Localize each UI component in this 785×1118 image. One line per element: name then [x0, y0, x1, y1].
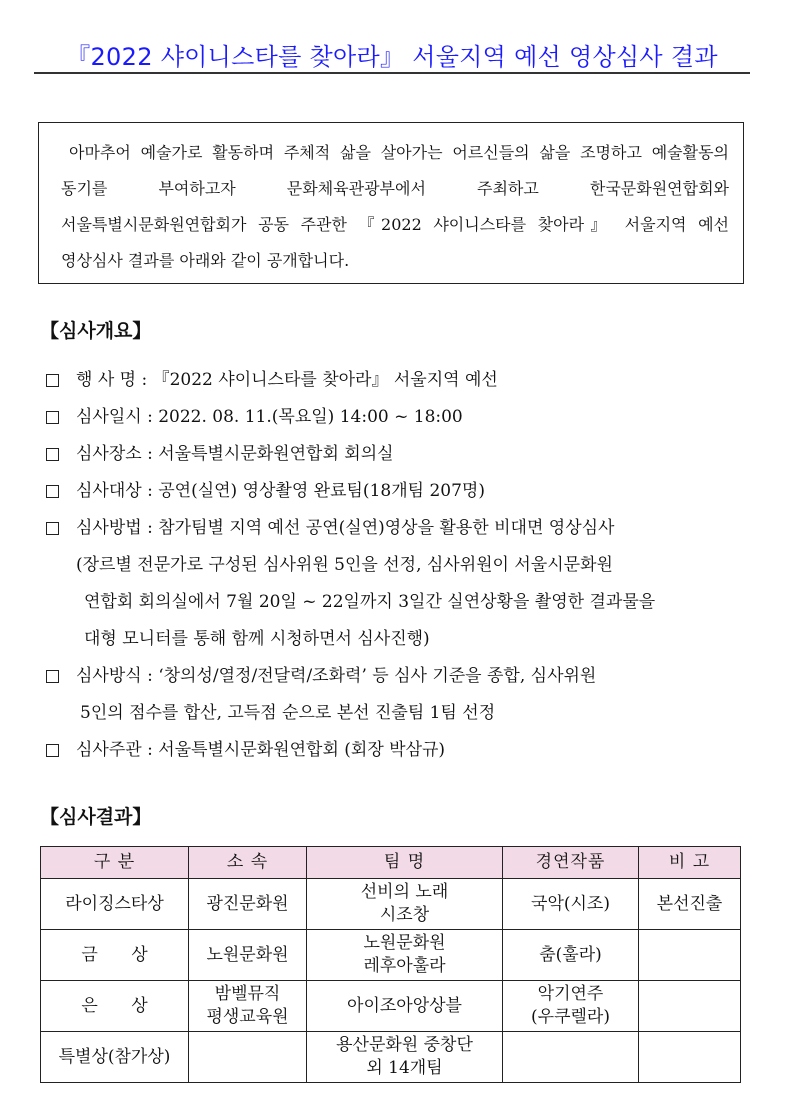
cell-team: 용산문화원 중창단 외 14개팀 — [307, 1032, 503, 1083]
overview-heading: 【심사개요】 — [40, 320, 152, 342]
overview-list — [46, 362, 750, 769]
cell-category: 라이징스타상 — [41, 879, 189, 930]
overview-item-event: 행 사 명 : 『2022 샤이니스타를 찾아라』 서울지역 예선 — [46, 362, 750, 399]
overview-item-place: 심사장소 : 서울특별시문화원연합회 회의실 — [46, 436, 750, 473]
col-header-category: 구 분 — [41, 847, 189, 879]
cell-org: 광진문화원 — [189, 879, 307, 930]
page-title: 『2022 샤이니스타를 찾아라』 서울지역 예선 영상심사 결과 — [66, 43, 718, 71]
overview-item-method: 심사방법 : 참가팀별 지역 예선 공연(실연)영상을 활용한 비대면 영상심사 (장르별 전문가로 구성된 심사위원 5인을 선정, 심사위원이 서울시문화원 연합회 회의실에서 7월 20일 ~ 22일까지 3일간 실연상황을 촬영한 결과물을 대형 모니터를 통해 함께 시청하면서 심사진행) — [46, 510, 750, 658]
cell-work: 춤(훌라) — [503, 930, 639, 981]
checkbox-icon — [46, 448, 59, 461]
checkbox-icon — [46, 485, 59, 498]
intro-text: 아마추어 예술가로 활동하며 주체적 삶을 살아가는 어르신들의 삶을 조명하고 예술활동의 동기를 부여하고자 문화체육관광부에서 주최하고 한국문화원연합회와 서울특별시문화원연합회가 공동 주관한 『2022 샤이니스타를 찾아라』 서울지역 예선 영상심사 결과를 아래와 같이 공개합니다. — [61, 143, 729, 270]
cell-team: 아이조아앙상블 — [307, 981, 503, 1032]
cell-org — [189, 1032, 307, 1083]
results-table — [40, 846, 741, 1083]
col-header-team: 팀 명 — [307, 847, 503, 879]
cell-org: 밤벨뮤직 평생교육원 — [189, 981, 307, 1032]
table-row — [41, 1032, 741, 1083]
title-underline — [34, 72, 750, 74]
checkbox-icon — [46, 670, 59, 683]
cell-note — [639, 981, 741, 1032]
checkbox-icon — [46, 522, 59, 535]
cell-team: 선비의 노래 시조창 — [307, 879, 503, 930]
cell-category: 은 상 — [41, 981, 189, 1032]
cell-note — [639, 1032, 741, 1083]
table-row — [41, 981, 741, 1032]
cell-org: 노원문화원 — [189, 930, 307, 981]
cell-work — [503, 1032, 639, 1083]
cell-work: 악기연주 (우쿠렐라) — [503, 981, 639, 1032]
table-row — [41, 879, 741, 930]
col-header-org: 소 속 — [189, 847, 307, 879]
cell-team: 노원문화원 레후아훌라 — [307, 930, 503, 981]
checkbox-icon — [46, 374, 59, 387]
table-header-row — [41, 847, 741, 879]
overview-item-target: 심사대상 : 공연(실연) 영상촬영 완료팀(18개팀 207명) — [46, 473, 750, 510]
checkbox-icon — [46, 744, 59, 757]
col-header-note: 비 고 — [639, 847, 741, 879]
overview-item-criteria: 심사방식 : ‘창의성/열정/전달력/조화력’ 등 심사 기준을 종합, 심사위원 5인의 점수를 합산, 고득점 순으로 본선 진출팀 1팀 선정 — [46, 658, 750, 732]
cell-note — [639, 930, 741, 981]
cell-category: 금 상 — [41, 930, 189, 981]
overview-item-date: 심사일시 : 2022. 08. 11.(목요일) 14:00 ~ 18:00 — [46, 399, 750, 436]
checkbox-icon — [46, 411, 59, 424]
cell-work: 국악(시조) — [503, 879, 639, 930]
col-header-work: 경연작품 — [503, 847, 639, 879]
intro-box — [38, 122, 744, 284]
overview-item-organizer: 심사주관 : 서울특별시문화원연합회 (회장 박삼규) — [46, 732, 750, 769]
results-heading: 【심사결과】 — [40, 806, 152, 828]
table-row — [41, 930, 741, 981]
cell-note: 본선진출 — [639, 879, 741, 930]
cell-category: 특별상(참가상) — [41, 1032, 189, 1083]
